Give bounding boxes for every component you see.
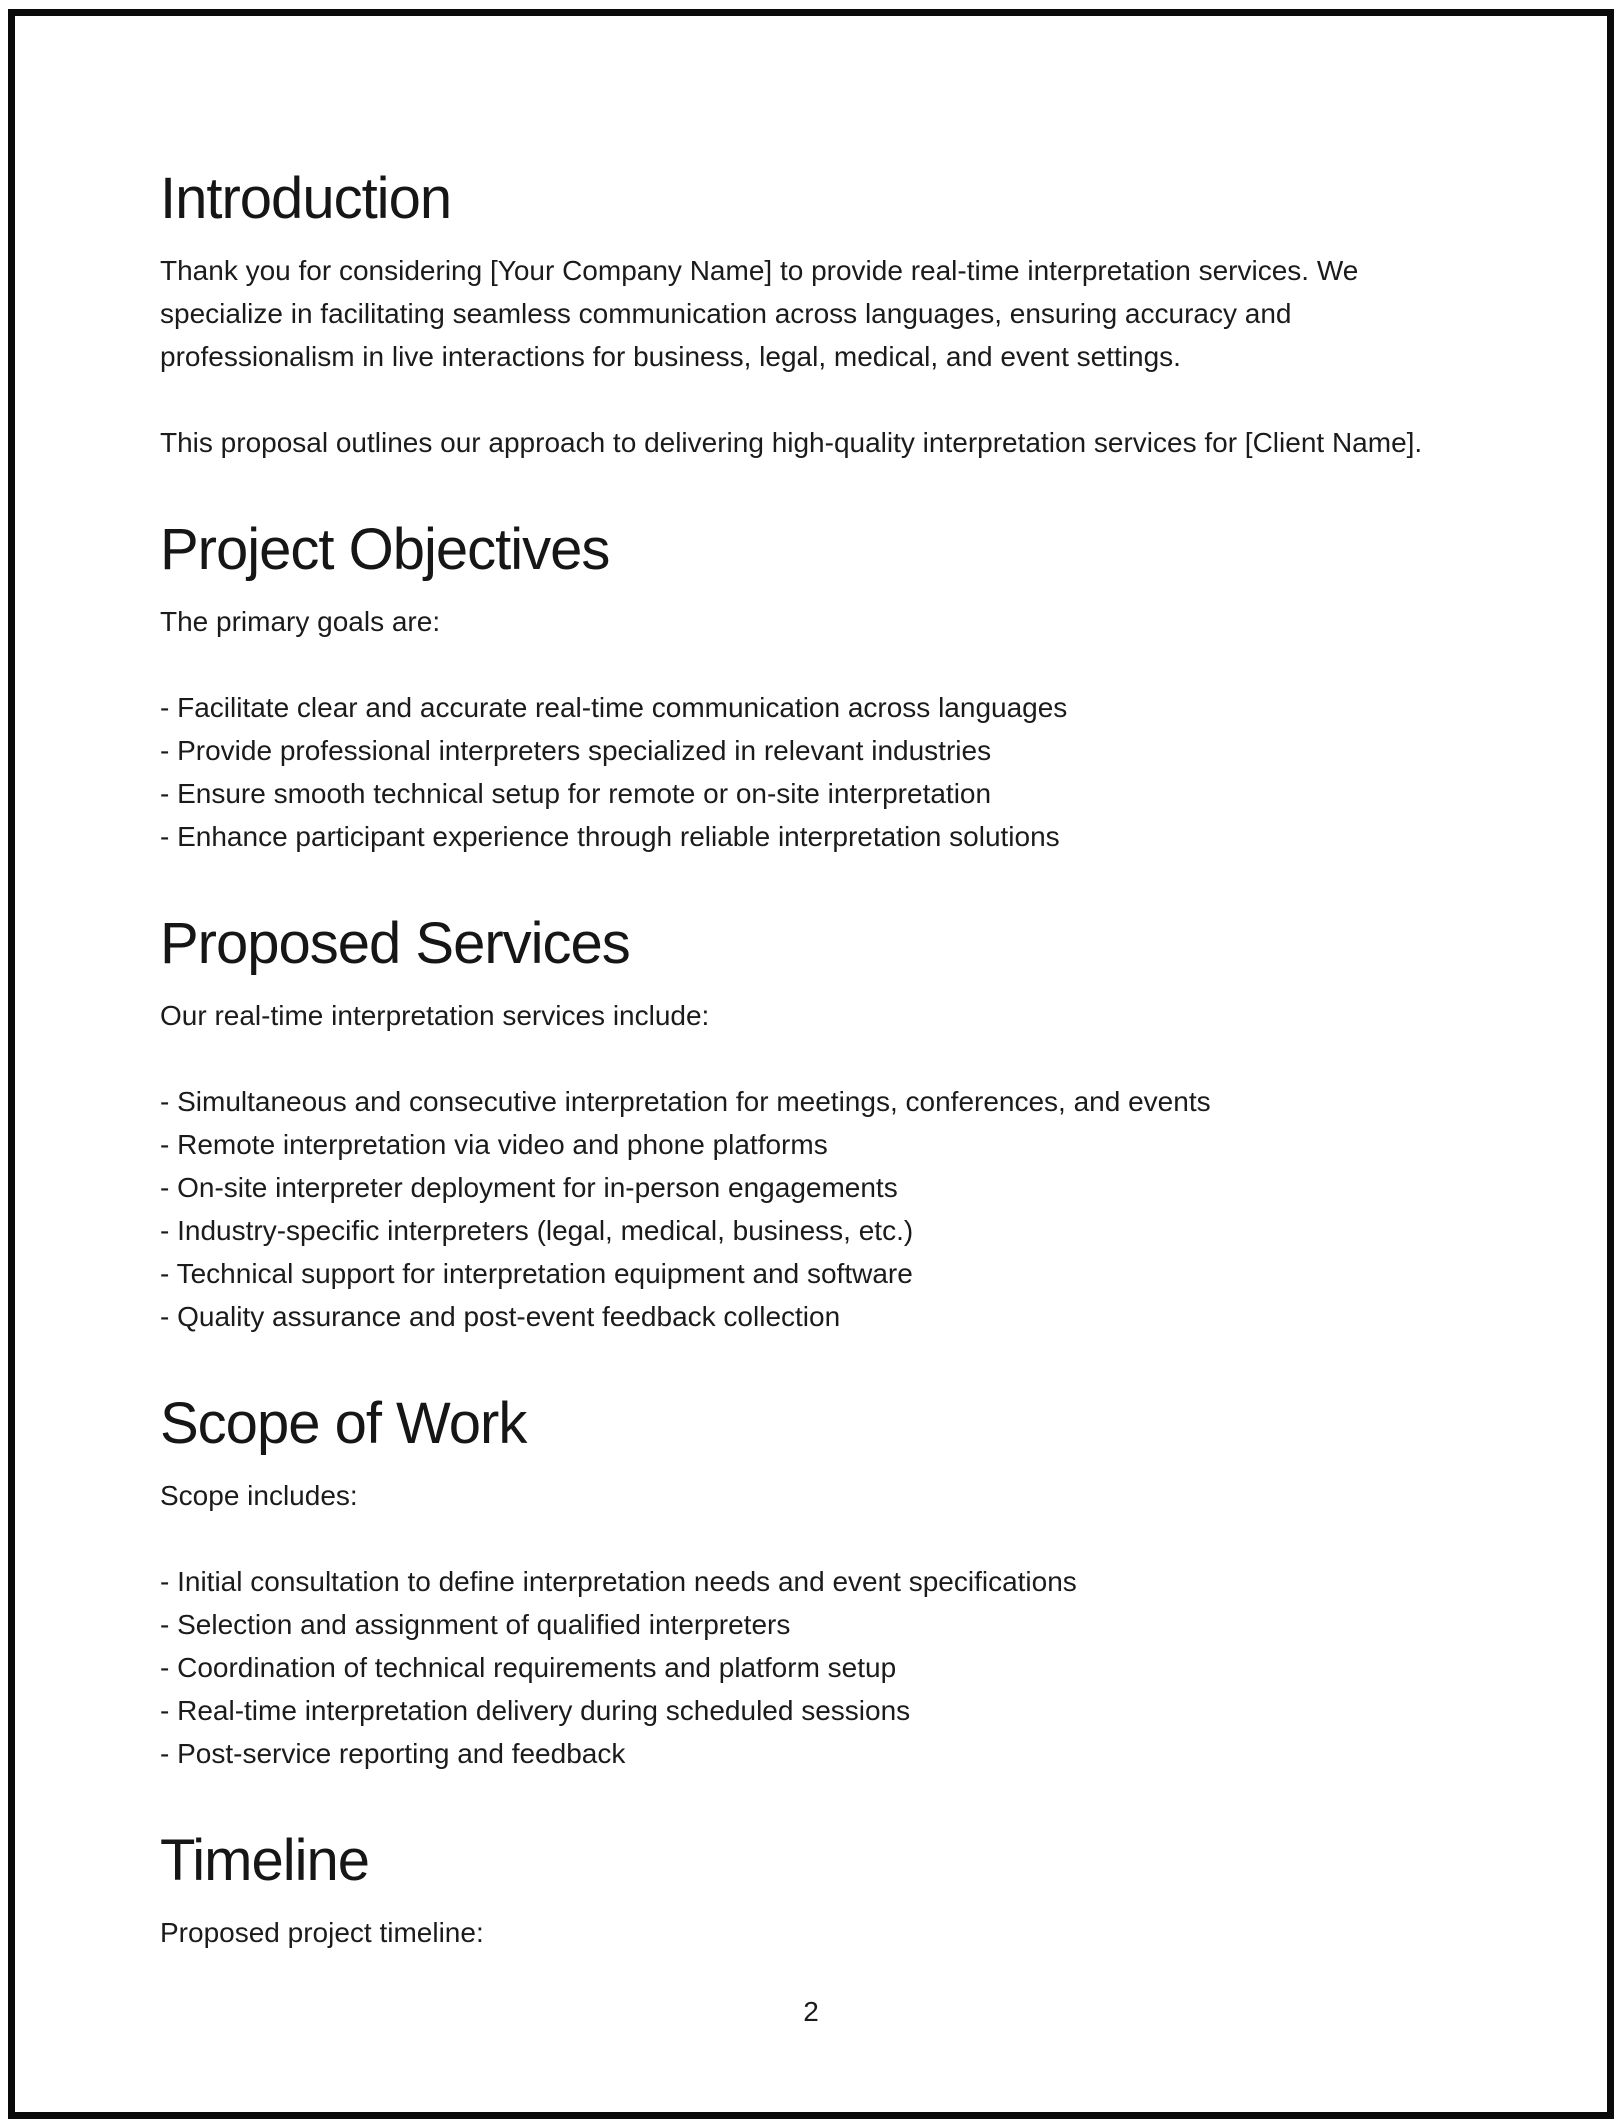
page-content <box>160 15 1500 1997</box>
text-line: professionalism in live interactions for business, legal, medical, and event settings. <box>160 341 1181 372</box>
text-line: This proposal outlines our approach to delivering high-quality interpretation services for [Client Name]. <box>160 427 1423 458</box>
section-title-proposed-services: Proposed Services <box>160 911 630 976</box>
introduction-paragraph-1 <box>160 249 1500 378</box>
page-number: 2 <box>803 1996 819 2027</box>
scope-list <box>160 1560 1500 1775</box>
introduction-paragraph-2 <box>160 421 1500 464</box>
section-title-project-objectives: Project Objectives <box>160 517 610 582</box>
list-item: - Simultaneous and consecutive interpretation for meetings, conferences, and events <box>160 1086 1211 1117</box>
list-item: - Provide professional interpreters specialized in relevant industries <box>160 735 992 766</box>
objectives-list <box>160 686 1500 858</box>
list-item: - Remote interpretation via video and phone platforms <box>160 1129 828 1160</box>
list-item: - Ensure smooth technical setup for remote or on-site interpretation <box>160 778 992 809</box>
list-item: - Technical support for interpretation equipment and software <box>160 1258 913 1289</box>
services-lead: Our real-time interpretation services include: <box>160 1000 710 1031</box>
text-line: specialize in facilitating seamless communication across languages, ensuring accuracy and <box>160 298 1292 329</box>
list-item: - Coordination of technical requirements and platform setup <box>160 1652 897 1683</box>
list-item: - Real-time interpretation delivery during scheduled sessions <box>160 1695 911 1726</box>
list-item: - On-site interpreter deployment for in-person engagements <box>160 1172 898 1203</box>
section-title-introduction: Introduction <box>160 166 452 231</box>
list-item: - Selection and assignment of qualified interpreters <box>160 1609 791 1640</box>
list-item: - Post-service reporting and feedback <box>160 1738 626 1769</box>
section-title-timeline: Timeline <box>160 1828 370 1893</box>
list-item: - Facilitate clear and accurate real-time communication across languages <box>160 692 1068 723</box>
list-item: - Initial consultation to define interpretation needs and event specifications <box>160 1566 1077 1597</box>
list-item: - Quality assurance and post-event feedback collection <box>160 1301 841 1332</box>
objectives-lead: The primary goals are: <box>160 606 441 637</box>
scope-lead: Scope includes: <box>160 1480 358 1511</box>
services-list <box>160 1080 1500 1338</box>
section-title-scope-of-work: Scope of Work <box>160 1391 527 1456</box>
list-item: - Enhance participant experience through reliable interpretation solutions <box>160 821 1060 852</box>
text-line: Thank you for considering [Your Company Name] to provide real-time interpretation services. We <box>160 255 1359 286</box>
list-item: - Industry-specific interpreters (legal, medical, business, etc.) <box>160 1215 914 1246</box>
timeline-lead: Proposed project timeline: <box>160 1917 484 1948</box>
